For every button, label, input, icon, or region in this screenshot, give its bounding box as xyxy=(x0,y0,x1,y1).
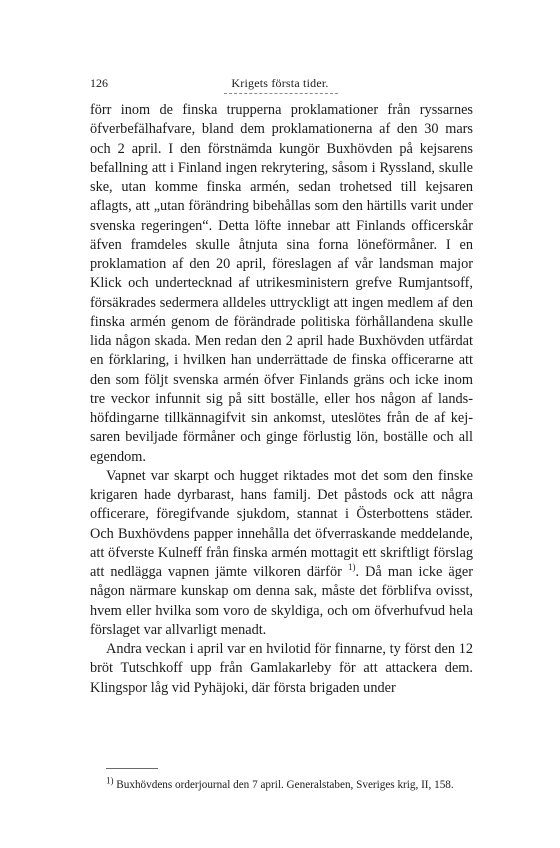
header-rule xyxy=(224,93,338,94)
running-title: Krigets första tider. xyxy=(231,76,329,90)
body-text xyxy=(90,101,473,698)
footnote-text: Buxhövdens orderjournal den 7 april. Generalstaben, Sveriges krig, II, 158. xyxy=(116,779,454,791)
footnote-rule xyxy=(106,768,158,769)
page-number: 126 xyxy=(90,76,108,90)
paragraph-text: Då man icke äger någon närmare kunskap om denna sak, måste det förblifva ovisst, hvem eller hvilka som voro de skyldiga, och om öfverhufvud hela förslaget var allvarligt menadt. xyxy=(90,564,474,638)
paragraph: förr inom de finska trupperna proklamationer från ryssarnes öfverbefälhafvare, bland dem proklamationerna af den 30 mars och 2 april. I den förstnämda kungör Buxhövden på kejsarens befallning att i Finland ingen rekrytering, såsom i Ryssland, skulle ske, utan komme finska armén, sedan trohetsed till kejsaren aflagts, att „utan förändring bibehållas som den härtills varit under svenska regeringen“. Detta löfte innebar att Finlands officerskår äfven framdeles skulle åtnjuta sina forna löneförmåner. I en proklamation af den 20 april, föreslagen af vår landsman major Klick och undertecknad af utrikesministern grefve Rumjantsoff, försäkrades sedermera alldeles uttryckligt att ingen medlem af den finska armén genom de förändrade politiska förhållandena skulle lida någon skada. Men redan den 2 april hade Buxhövden utfärdat en förklaring, i hvilken han underrättade de finska officerarne att den som följt svenska armén öfver Finlands gräns och icke inom tre veckor infunnit sig på sitt boställe, eller hos någon af landshöfdingarne tillkännagifvit sin ankomst, uteslötes från de af kejsaren beviljade förmåner och ginge förlustig lön, boställe och all egendom. xyxy=(90,102,473,465)
footnote-marker: 1) xyxy=(106,775,114,786)
running-header xyxy=(90,76,470,92)
paragraph-text: Vapnet var skarpt och hugget riktades mot det som den finske krigaren hade dyrbarast, hans familj. Det påstods ock att några officerare, föregifvande sjukdom, stannat i Österbottens städer. Och Buxhövdens papper innehålla det öfverraskande meddelande, att öfverste Kulneff från finska armén mottagit ett skriftligt förslag att nedlägga vapnen jämte vilkoren därför xyxy=(90,467,473,580)
paragraph: Vapnet var skarpt och hugget riktades mot det som den finske krigaren hade dyrbarast, hans familj. Det påstods ock att några officerare, föregifvande sjukdom, stannat i Österbottens städer. Och Buxhövdens papper innehålla det öfverraskande meddelande, att öfverste Kulneff från finska armén mottagit ett skriftligt förslag att nedlägga vapnen jämte vilkoren därför $^{1)}$. Då man icke äger någon närmare kunskap om denna sak, måste det förblifva ovisst, hvem eller hvilka som voro de skyldiga, och om öfverhufvud hela förslaget var allvarligt menadt. xyxy=(90,467,474,638)
footnote xyxy=(90,777,473,795)
footnote-reference: 1) xyxy=(347,562,356,573)
paragraph: Andra veckan i april var en hvilotid för finnarne, ty först den 12 bröt Tutschkoff upp från Gamlakarleby för att attackera dem. Klingspor låg vid Pyhäjoki, där första brigaden under xyxy=(90,641,473,696)
